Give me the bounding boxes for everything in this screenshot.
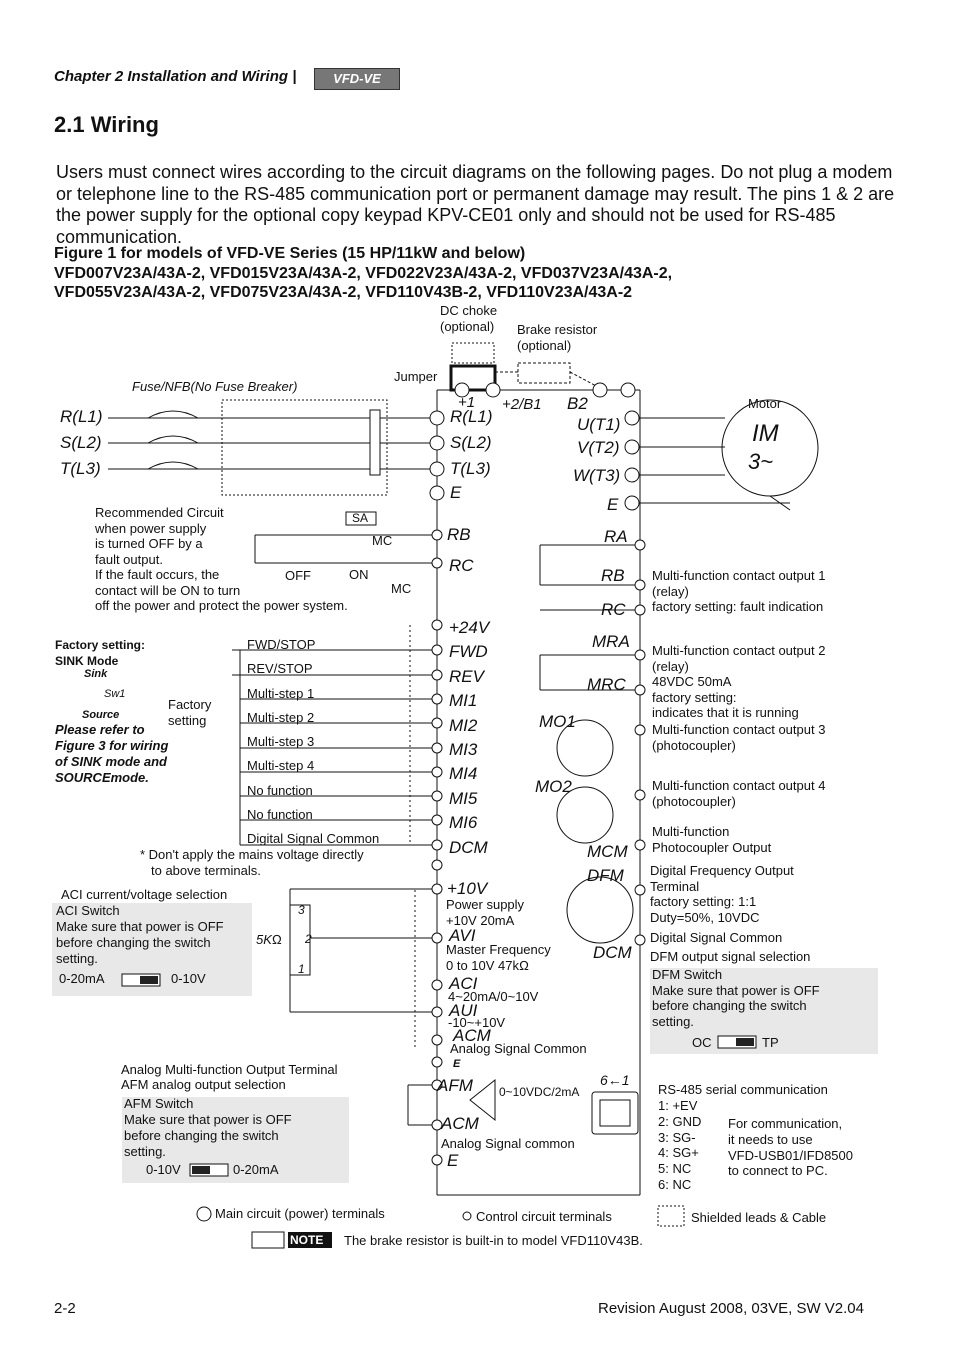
dcm-desc: Digital Signal Common [650, 930, 783, 945]
afm-range: 0~10VDC/2mA [499, 1085, 580, 1099]
intro-paragraph: Users must connect wires according to the circuit diagrams on the following pages. Do not plug a modem or telephone line to the RS-485 communication port or permanent damage may result. The pins 1 & 2 are the power supply for the optional copy keypad KPV-CE01 only and should not be used for RS-485 communication. [56, 162, 895, 247]
motor-label: Motor [748, 396, 782, 411]
mains-voltage-note: * Don't apply the mains voltage directly to above terminals. [140, 847, 364, 878]
mc2-label: MC [391, 581, 412, 596]
pot-pin-1: 1 [298, 962, 305, 976]
terminal-rc: RC [601, 600, 626, 619]
sa-label: SA [352, 511, 369, 525]
dc-choke-optional: (optional) [440, 319, 495, 334]
figure-caption: Figure 1 for models of VFD-VE Series (15 HP/11kW and below) [54, 245, 526, 262]
terminal-e-label: E [450, 483, 462, 502]
terminal-mo1: MO1 [539, 712, 576, 731]
terminal-10v: +10V [447, 879, 488, 898]
dfm-desc: Digital Frequency Output Terminal factory setting: 1:1 Duty=50%, 10VDC [650, 863, 794, 925]
terminal-10v-desc: Power supply +10V 20mA [446, 897, 525, 928]
terminal-w: W(T3) [573, 466, 621, 485]
input-s-label: S(L2) [60, 433, 102, 452]
analog-ground-e: E [453, 1058, 461, 1070]
on-label: ON [349, 567, 369, 582]
terminal-rb-left: RB [447, 525, 471, 544]
rs485-port-label: 6←1 [600, 1072, 630, 1088]
terminal-v: V(T2) [577, 438, 620, 457]
terminal-mra: MRA [592, 632, 630, 651]
afm-ground-e: E [447, 1151, 459, 1170]
figure-models-line2: VFD055V23A/43A-2, VFD075V23A/43A-2, VFD110V43B-2, VFD110V23A/43A-2 [54, 284, 633, 301]
photocoupler-desc: Multi-function Photocoupler Output [652, 824, 772, 855]
afm-switch-left[interactable]: 0-10V [146, 1162, 181, 1177]
terminal-R-circle [430, 411, 444, 425]
aci-switch-note: ACI Switch Make sure that power is OFF before changing the switch setting. [56, 903, 224, 966]
note-badge: NOTE [290, 1233, 324, 1247]
terminal-acm: ACM [453, 1026, 491, 1045]
sink-label: Sink [84, 668, 108, 680]
chapter-header: Chapter 2 Installation and Wiring | [54, 68, 297, 85]
terminal-mo2: MO2 [535, 777, 572, 796]
terminal-plus1: +1 [458, 394, 476, 411]
page-number: 2-2 [54, 1300, 76, 1317]
fuse-label: Fuse/NFB(No Fuse Breaker) [132, 379, 298, 394]
recommended-circuit-note: Recommended Circuit when power supply is turned OFF by a fault output. If the fault occurs, the contact will be ON to turn off the power and protect the power system. [95, 505, 348, 613]
afm-switch-right[interactable]: 0-20mA [233, 1162, 279, 1177]
rs485-pin-list: 1: +EV 2: GND 3: SG- 4: SG+ 5: NC 6: NC [658, 1098, 702, 1192]
aci-selection-heading: ACI current/voltage selection [61, 887, 228, 902]
output2-desc: Multi-function contact output 2 (relay) 48VDC 50mA factory setting: indicates that it is running [652, 643, 826, 720]
terminal-b2: B2 [567, 394, 588, 413]
output3-desc: Multi-function contact output 3 (photocoupler) [652, 722, 826, 753]
output1-desc: Multi-function contact output 1 (relay) factory setting: fault indication [652, 568, 826, 614]
terminal-dcm-right: DCM [593, 943, 632, 962]
terminal-acm-desc: Analog Signal Common [450, 1041, 587, 1056]
legend-main-circuit: Main circuit (power) terminals [215, 1206, 385, 1221]
pot-resistance: 5KΩ [256, 932, 282, 947]
terminal-motor-e: E [607, 495, 619, 514]
terminal-afm-acm: ACM [441, 1114, 479, 1133]
dfm-switch-left[interactable]: OC [692, 1035, 712, 1050]
terminal-aci: ACI [449, 974, 478, 993]
terminal-mrc: MRC [587, 675, 626, 694]
afm-heading-2: AFM analog output selection [121, 1077, 286, 1092]
terminal-mcm: MCM [587, 842, 628, 861]
vfd-ve-logo: VFD-VE [314, 68, 400, 90]
afm-heading-1: Analog Multi-function Output Terminal [121, 1062, 338, 1077]
sink-mode-label: SINK Mode [55, 654, 119, 668]
dfm-switch-note: DFM Switch Make sure that power is OFF before changing the switch setting. [652, 967, 820, 1029]
im-label: IM [752, 420, 779, 447]
aci-switch-right[interactable]: 0-10V [171, 971, 206, 986]
terminal-s-label: S(L2) [450, 433, 492, 452]
aci-switch-left[interactable]: 0-20mA [59, 971, 105, 986]
dc-choke-label: DC choke [440, 303, 498, 318]
brake-resistor-optional: (optional) [517, 338, 572, 353]
pot-pin-3: 3 [298, 903, 305, 917]
rs485-title: RS-485 serial communication [658, 1082, 828, 1097]
factory-setting-brace-label: Factory setting [168, 697, 212, 728]
pot-pin-2: 2 [305, 932, 312, 946]
mc-label: MC [372, 533, 393, 548]
legend-control-circuit: Control circuit terminals [476, 1209, 612, 1224]
terminal-aci-desc: 4~20mA/0~10V [448, 989, 539, 1004]
afm-switch-note: AFM Switch Make sure that power is OFF before changing the switch setting. [124, 1096, 292, 1159]
dfm-selection-heading: DFM output signal selection [650, 949, 811, 964]
terminal-rc-left: RC [449, 556, 474, 575]
afm-acm-desc: Analog Signal common [441, 1136, 575, 1151]
terminal-avi-desc: Master Frequency 0 to 10V 47kΩ [446, 942, 551, 973]
input-r-label: R(L1) [60, 407, 103, 426]
terminal-rb: RB [601, 566, 625, 585]
jumper-label: Jumper [394, 369, 438, 384]
sink-mode-refer: Please refer to Figure 3 for wiring of SINK mode and SOURCEmode. [55, 722, 169, 785]
im-phase-label: 3~ [748, 449, 774, 474]
figure-models-line1: VFD007V23A/43A-2, VFD015V23A/43A-2, VFD022V23A/43A-2, VFD037V23A/43A-2, [54, 265, 673, 282]
control-terminal-list: +24V FWD REV MI1 MI2 MI3 MI4 MI5 MI6 DCM [449, 618, 490, 857]
dfm-switch-right[interactable]: TP [762, 1035, 779, 1050]
switch-label-list: FWD/STOP REV/STOP Multi-step 1 Multi-step 2 Multi-step 3 Multi-step 4 No function No function Digital Signal Common [247, 637, 380, 847]
off-label: OFF [285, 568, 311, 583]
terminal-aui: AUI [449, 1001, 478, 1020]
factory-setting-title: Factory setting: [55, 638, 146, 652]
legend-shielded-cable: Shielded leads & Cable [691, 1210, 827, 1225]
brake-resistor-label: Brake resistor [517, 322, 598, 337]
sw1-label: Sw1 [104, 688, 126, 700]
rs485-note: For communication, it needs to use VFD-USB01/IFD8500 to connect to PC. [728, 1116, 853, 1179]
terminal-aui-desc: -10~+10V [448, 1015, 506, 1030]
terminal-dfm: DFM [587, 866, 624, 885]
input-t-label: T(L3) [60, 459, 101, 478]
terminal-t-label: T(L3) [450, 459, 491, 478]
source-label: Source [82, 709, 120, 721]
terminal-r-label: R(L1) [450, 407, 493, 426]
revision-info: Revision August 2008, 03VE, SW V2.04 [598, 1300, 864, 1317]
terminal-ra: RA [604, 527, 628, 546]
output4-desc: Multi-function contact output 4 (photocoupler) [652, 778, 826, 809]
terminal-avi: AVI [449, 926, 476, 945]
terminal-afm: AFM [437, 1076, 473, 1095]
terminal-plus2-b1: +2/B1 [502, 396, 542, 413]
note-text: The brake resistor is built-in to model VFD110V43B. [344, 1233, 643, 1248]
section-title: 2.1 Wiring [54, 112, 159, 137]
terminal-u: U(T1) [577, 415, 621, 434]
